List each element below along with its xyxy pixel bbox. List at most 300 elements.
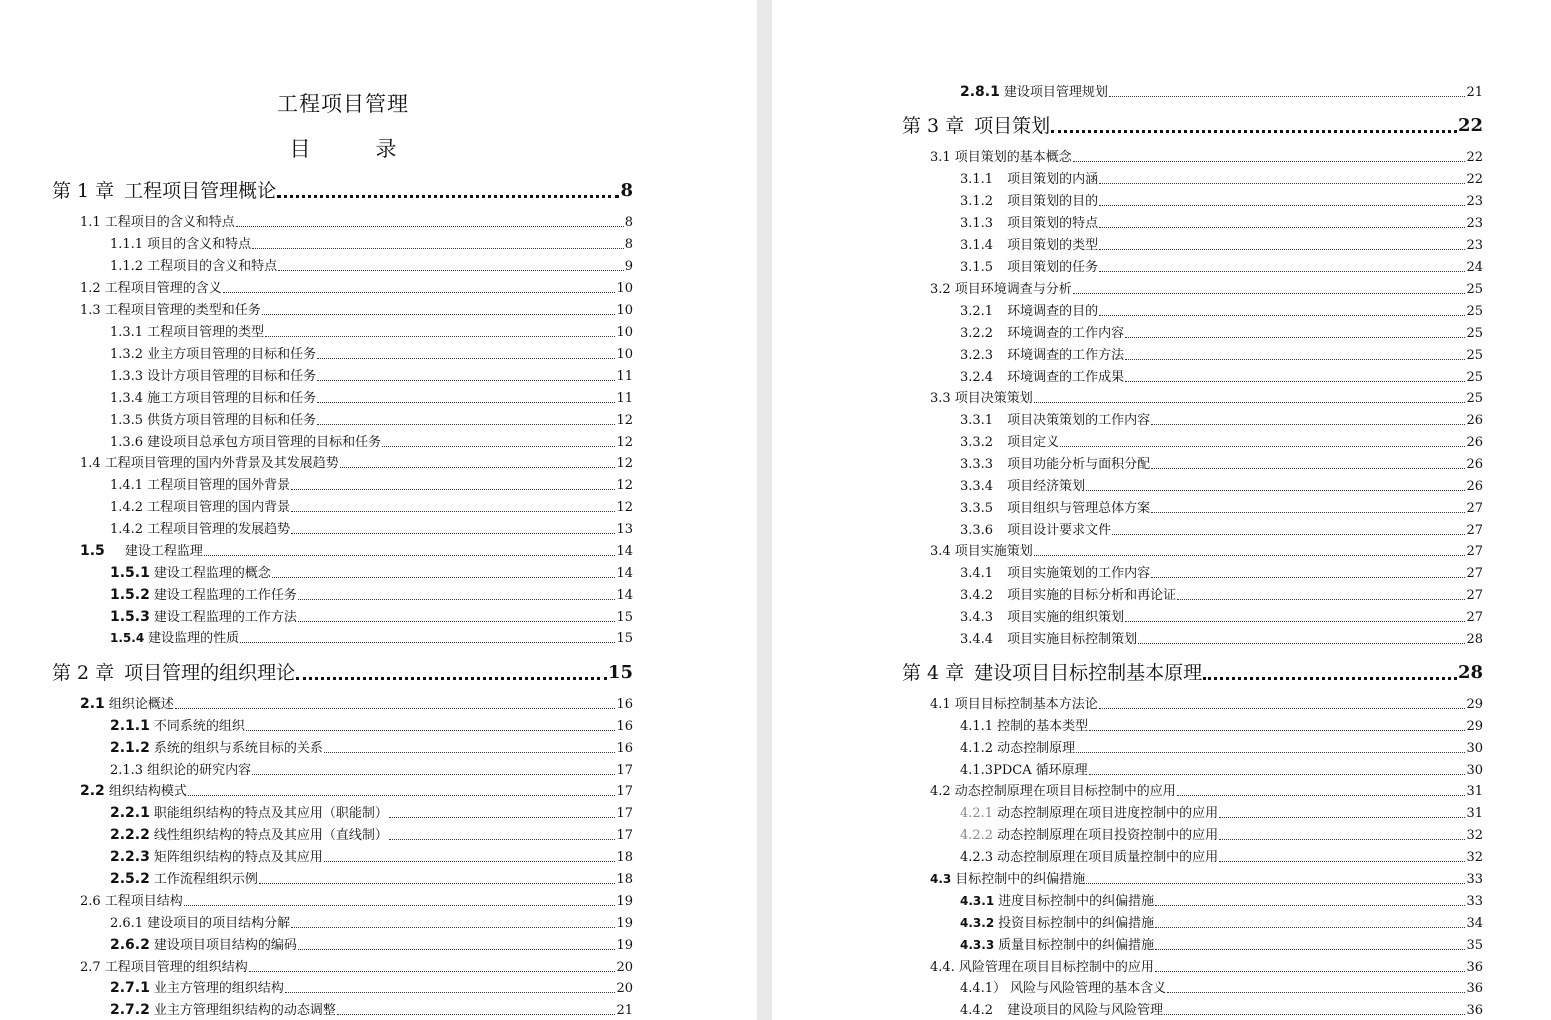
dot-leader: [277, 195, 619, 198]
toc-entry[interactable]: [960, 716, 1483, 737]
toc-entry-number: 3.2.2: [960, 326, 994, 341]
dot-leader: [1151, 512, 1465, 513]
dot-leader: [1203, 677, 1457, 680]
toc-entry-number: 1.1.1: [110, 237, 144, 252]
toc-entry-title: 项目组织与管理总体方案: [1007, 501, 1151, 516]
toc-entry-title: 工程项目管理的类型和任务: [104, 303, 261, 318]
toc-entry-title: 动态控制原理: [997, 741, 1076, 756]
toc-page-number: 25: [1466, 282, 1483, 297]
toc-entry-number: 2.2.3: [110, 849, 150, 865]
toc-entry-number: 1.4: [80, 456, 101, 471]
toc-entry-title: 环境调查的工作内容: [1007, 326, 1125, 341]
toc-entry[interactable]: [110, 366, 633, 387]
dot-leader: [340, 467, 616, 468]
toc-entry-title: 项目决策策划的工作内容: [1007, 413, 1151, 428]
toc-entry-number: 2.5.2: [110, 871, 150, 887]
toc-entry[interactable]: [960, 235, 1483, 256]
toc-entry-number: 2.6: [80, 894, 101, 909]
toc-entry[interactable]: [960, 498, 1483, 519]
toc-entry-number: 3.1.2: [960, 194, 994, 209]
toc-page-number: 15: [616, 631, 633, 646]
toc-entry-number: 1.3.4: [110, 391, 144, 406]
dot-leader: [1155, 971, 1466, 972]
toc-entry-title: 项目策划: [974, 115, 1051, 137]
toc-entry-title: 进度目标控制中的纠偏措施: [998, 894, 1155, 909]
dot-leader: [1219, 839, 1465, 840]
toc-entry-title: 业主方项目管理的目标和任务: [147, 347, 317, 362]
toc-page-number: 10: [616, 281, 633, 296]
toc-entry-title: 项目功能分析与面积分配: [1007, 457, 1151, 472]
toc-entry[interactable]: [110, 716, 633, 737]
toc-entry-title: 供货方项目管理的目标和任务: [147, 413, 317, 428]
dot-leader: [298, 949, 616, 950]
toc-entry[interactable]: [930, 869, 1483, 890]
toc-entry[interactable]: [110, 344, 633, 365]
toc-entry[interactable]: [960, 891, 1483, 912]
toc-entry-title: 动态控制原理在项目目标控制中的应用: [954, 784, 1176, 799]
toc-entry-title: 工程项目管理的含义: [104, 281, 222, 296]
dot-leader: [1177, 599, 1465, 600]
toc-entry-number: 1.5: [80, 543, 105, 559]
toc-entry[interactable]: [110, 1000, 633, 1020]
toc-page-number: 16: [616, 741, 633, 756]
dot-leader: [246, 730, 616, 731]
toc-entry-number: 2.1.3: [110, 763, 144, 778]
toc-entry[interactable]: [960, 629, 1483, 650]
toc-entry[interactable]: [80, 891, 633, 912]
toc-entry[interactable]: [960, 301, 1483, 322]
toc-entry-number: 1.5.1: [110, 565, 150, 581]
toc-entry-title: 系统的组织与系统目标的关系: [153, 741, 323, 756]
toc-entry-title: 组织论的研究内容: [147, 763, 252, 778]
dot-leader: [1155, 905, 1465, 906]
toc-entry-title: 项目经济策划: [1007, 479, 1086, 494]
toc-entry-number: 2.7.2: [110, 1002, 150, 1018]
toc-page-number: 28: [1466, 632, 1483, 647]
toc-page-number: 25: [1466, 304, 1483, 319]
dot-leader: [1099, 315, 1465, 316]
toc-page-number: 19: [616, 894, 633, 909]
toc-entry-number: 4.2: [930, 784, 951, 799]
dot-leader: [1125, 381, 1465, 382]
dot-leader: [1164, 1014, 1465, 1015]
dot-leader: [1051, 130, 1457, 133]
toc-entry-number: 2.6.2: [110, 937, 150, 953]
toc-entry[interactable]: [960, 454, 1483, 475]
toc-entry[interactable]: [930, 694, 1483, 715]
toc-entry[interactable]: [960, 935, 1483, 956]
dot-leader: [265, 336, 615, 337]
dot-leader: [298, 599, 616, 600]
toc-entry-title: 项目策划的基本概念: [954, 150, 1072, 165]
toc-page-number: 25: [1466, 391, 1483, 406]
toc-page-number: 13: [616, 522, 633, 537]
document-title: 工程项目管理: [277, 92, 409, 116]
toc-page-number: 10: [616, 303, 633, 318]
toc-page-number: 16: [616, 697, 633, 712]
toc-entry-number: 4.3.2: [960, 916, 995, 930]
toc-page-number: 17: [616, 828, 633, 843]
toc-entry-number: 3.4.3: [960, 610, 994, 625]
toc-entry-number: 3.1.5: [960, 260, 994, 275]
dot-leader: [1177, 795, 1466, 796]
dot-leader: [1125, 359, 1465, 360]
dot-leader: [317, 380, 615, 381]
dot-leader: [1099, 271, 1465, 272]
toc-page-number: 15: [616, 610, 633, 625]
toc-entry[interactable]: [960, 978, 1483, 999]
toc-entry[interactable]: [110, 978, 633, 999]
toc-page-number: 20: [616, 981, 633, 996]
dot-leader: [1219, 817, 1465, 818]
toc-entry-number: 4.1: [930, 697, 951, 712]
toc-entry-number: 4.3: [930, 872, 952, 886]
toc-page-number: 27: [1466, 501, 1483, 516]
toc-entry[interactable]: [110, 847, 633, 868]
toc-entry-number: 4.3.3: [960, 938, 995, 952]
toc-entry-number: 3.3.6: [960, 523, 994, 538]
dot-leader: [1089, 730, 1465, 731]
toc-entry[interactable]: [80, 300, 633, 321]
toc-entry[interactable]: [960, 803, 1483, 824]
toc-entry[interactable]: [930, 957, 1483, 978]
toc-chapter-entry[interactable]: [52, 658, 633, 688]
dot-leader: [1125, 337, 1465, 338]
toc-entry[interactable]: [960, 585, 1483, 606]
toc-chapter-entry[interactable]: [902, 111, 1483, 141]
dot-leader: [1034, 555, 1466, 556]
toc-page-number: 26: [1466, 413, 1483, 428]
toc-entry-title: 项目实施策划: [954, 544, 1033, 559]
toc-entry[interactable]: [110, 234, 633, 255]
toc-entry-number: 3.1: [930, 150, 951, 165]
toc-entry[interactable]: [110, 628, 633, 649]
dot-leader: [1034, 402, 1466, 403]
toc-page-number: 32: [1466, 828, 1483, 843]
toc-entry-title: 施工方项目管理的目标和任务: [147, 391, 317, 406]
toc-page-number: 32: [1466, 850, 1483, 865]
dot-leader: [188, 795, 616, 796]
toc-entry-title: 项目策划的特点: [1007, 216, 1099, 231]
toc-page-number: 31: [1466, 806, 1483, 821]
toc-entry-title: 风险管理在项目目标控制中的应用: [958, 960, 1154, 975]
toc-page-number: 26: [1466, 435, 1483, 450]
toc-page-number: 29: [1466, 697, 1483, 712]
toc-entry[interactable]: [960, 191, 1483, 212]
toc-entry[interactable]: [930, 781, 1483, 802]
toc-entry-number: 4.4.2: [960, 1003, 994, 1018]
toc-entry-number: 3.3.1: [960, 413, 994, 428]
toc-entry-title: 环境调查的目的: [1007, 304, 1099, 319]
toc-entry[interactable]: [110, 803, 633, 824]
toc-entry-number: 1.3.2: [110, 347, 144, 362]
toc-entry-title: 工程项目的含义和特点: [104, 215, 235, 230]
toc-entry-title: 工程项目管理的国内背景: [147, 500, 291, 515]
toc-entry[interactable]: [110, 869, 633, 890]
toc-entry-title: 组织结构模式: [108, 784, 187, 799]
toc-entry-number: 3.2.4: [960, 370, 994, 385]
dot-leader: [252, 774, 615, 775]
toc-entry-title: 项目环境调查与分析: [954, 282, 1072, 297]
toc-entry[interactable]: [110, 519, 633, 540]
toc-page-number: 12: [616, 413, 633, 428]
toc-entry-title: 项目策划的类型: [1007, 238, 1099, 253]
toc-entry-number: 4.4.1）: [960, 981, 1007, 996]
dot-leader: [272, 577, 616, 578]
toc-entry-title: 建设项目的风险与风险管理: [1007, 1003, 1164, 1018]
toc-entry[interactable]: [110, 825, 633, 846]
toc-page-number: 30: [1466, 763, 1483, 778]
toc-entry-number: 3.4.1: [960, 566, 994, 581]
toc-entry[interactable]: [930, 279, 1483, 300]
toc-page-number: 36: [1466, 960, 1483, 975]
toc-page-number: 33: [1466, 872, 1483, 887]
toc-entry-number: 2.1: [80, 696, 105, 712]
toc-page-number: 14: [616, 544, 633, 559]
toc-entry-number: 1.2: [80, 281, 101, 296]
toc-entry-title: 线性组织结构的特点及其应用（直线制）: [153, 828, 388, 843]
dot-leader: [291, 533, 615, 534]
toc-entry-title: 建设工程监理的概念: [153, 566, 271, 581]
toc-entry-title: 项目实施的目标分析和再论证: [1007, 588, 1177, 603]
toc-entry-number: 3.3.5: [960, 501, 994, 516]
toc-entry[interactable]: [110, 388, 633, 409]
toc-entry[interactable]: [960, 738, 1483, 759]
dot-leader: [1099, 183, 1465, 184]
toc-entry[interactable]: [80, 694, 633, 715]
toc-entry-title: 建设工程监理的工作方法: [153, 610, 297, 625]
dot-leader: [1076, 752, 1465, 753]
dot-leader: [1086, 490, 1465, 491]
toc-entry-title: 建设项目目标控制基本原理: [974, 662, 1203, 684]
toc-page-number: 21: [616, 1003, 633, 1018]
toc-entry-number: 3.1.4: [960, 238, 994, 253]
toc-entry-number: 1.5.3: [110, 609, 150, 625]
toc-entry[interactable]: [960, 1000, 1483, 1020]
toc-entry-number: 4.2.2: [960, 828, 994, 843]
toc-entry-number: 3.1.3: [960, 216, 994, 231]
toc-entry[interactable]: [960, 563, 1483, 584]
toc-page-number: 33: [1466, 894, 1483, 909]
toc-page-number: 19: [616, 916, 633, 931]
toc-entry-title: 循环原理: [1035, 763, 1088, 778]
toc-chapter-entry[interactable]: [52, 176, 633, 206]
toc-entry[interactable]: [110, 563, 633, 584]
toc-page-number: 18: [616, 872, 633, 887]
toc-page-number: 27: [1466, 588, 1483, 603]
toc-entry[interactable]: [960, 367, 1483, 388]
dot-leader: [291, 511, 615, 512]
toc-entry-title: 工程项目管理概论: [124, 180, 277, 202]
toc-entry-title: 不同系统的组织: [153, 719, 245, 734]
toc-page-number: 27: [1466, 610, 1483, 625]
toc-entry[interactable]: [960, 432, 1483, 453]
dot-leader: [223, 292, 616, 293]
toc-entry-number: 3.2.1: [960, 304, 994, 319]
toc-entry[interactable]: [960, 825, 1483, 846]
toc-entry-number: 3.4: [930, 544, 951, 559]
dot-leader: [175, 708, 616, 709]
toc-page-number: 17: [616, 806, 633, 821]
toc-page-number: 14: [616, 588, 633, 603]
toc-entry-title: 项目的含义和特点: [147, 237, 252, 252]
toc-entry-number: 第 1 章: [52, 180, 115, 202]
toc-page-number: 22: [1466, 150, 1483, 165]
toc-page-number: 27: [1466, 544, 1483, 559]
toc-entry-title: 项目实施的组织策划: [1007, 610, 1125, 625]
toc-page-number: 25: [1466, 348, 1483, 363]
toc-entry[interactable]: [960, 607, 1483, 628]
toc-entry[interactable]: [960, 323, 1483, 344]
toc-entry[interactable]: [110, 760, 633, 781]
toc-entry[interactable]: [110, 585, 633, 606]
toc-entry-title: 建设项目项目结构的编码: [153, 938, 297, 953]
toc-entry-title: 控制的基本类型: [997, 719, 1089, 734]
toc-chapter-entry[interactable]: [902, 658, 1483, 688]
toc-entry-title: 业主方管理组织结构的动态调整: [153, 1003, 336, 1018]
toc-entry-number: 3.3: [930, 391, 951, 406]
toc-entry-number: 2.6.1: [110, 916, 144, 931]
toc-entry[interactable]: [960, 760, 1483, 781]
toc-entry-title: 项目管理的组织理论: [124, 662, 296, 684]
toc-entry-number: 3.2: [930, 282, 951, 297]
toc-page-number: 12: [616, 456, 633, 471]
toc-entry-title: 建设工程监理: [124, 544, 203, 559]
dot-leader: [389, 839, 616, 840]
toc-page-right: [772, 0, 1551, 1020]
toc-entry[interactable]: [960, 847, 1483, 868]
toc-entry-number: 1.3.1: [110, 325, 144, 340]
toc-entry[interactable]: [80, 957, 633, 978]
toc-entry-title: 动态控制原理在项目投资控制中的应用: [997, 828, 1219, 843]
toc-page-number: 22: [1466, 172, 1483, 187]
toc-entry[interactable]: [80, 278, 633, 299]
toc-entry[interactable]: [110, 256, 633, 277]
toc-entry-number: 2.7.1: [110, 980, 150, 996]
toc-page-number: 8: [620, 180, 633, 201]
toc-entry-title: 质量目标控制中的纠偏措施: [998, 938, 1155, 953]
toc-entry-number: 1.4.1: [110, 478, 144, 493]
dot-leader: [291, 927, 615, 928]
toc-entry[interactable]: [110, 738, 633, 759]
toc-entry[interactable]: [110, 935, 633, 956]
toc-entry-number: 1.1.2: [110, 259, 144, 274]
toc-entry-title: 工程项目结构: [104, 894, 183, 909]
toc-entry-number: 3.4.2: [960, 588, 994, 603]
toc-page-number: 36: [1466, 1003, 1483, 1018]
toc-entry-title: 工程项目管理的类型: [147, 325, 265, 340]
toc-entry-number: 3.3.2: [960, 435, 994, 450]
dot-leader: [382, 446, 615, 447]
toc-entry[interactable]: [110, 607, 633, 628]
dot-leader: [1138, 643, 1465, 644]
toc-entry-title: 建设工程监理的工作任务: [153, 588, 297, 603]
toc-entry-title: 目标控制中的纠偏措施: [955, 872, 1086, 887]
toc-entry-number: 1.4.2: [110, 500, 144, 515]
toc-page-number: 23: [1466, 194, 1483, 209]
toc-entry[interactable]: [930, 541, 1483, 562]
toc-page-number: 28: [1457, 662, 1483, 683]
toc-entry-number: 3.3.4: [960, 479, 994, 494]
dot-leader: [1073, 293, 1466, 294]
toc-page-number: 11: [616, 369, 633, 384]
toc-entry[interactable]: [930, 147, 1483, 168]
toc-entry-number: 4.2.3: [960, 850, 994, 865]
toc-entry[interactable]: [960, 520, 1483, 541]
toc-entry-number: 4.1.1: [960, 719, 994, 734]
dot-leader: [1060, 446, 1465, 447]
toc-page-number: 26: [1466, 457, 1483, 472]
toc-entry[interactable]: [960, 913, 1483, 934]
toc-entry[interactable]: [960, 169, 1483, 190]
toc-entry-title: 建设项目管理规划: [1003, 85, 1108, 100]
toc-entry[interactable]: [80, 541, 633, 562]
toc-entry[interactable]: [110, 432, 633, 453]
dot-leader: [324, 861, 616, 862]
toc-entry[interactable]: [80, 453, 633, 474]
dot-leader: [1109, 96, 1466, 97]
toc-entry-number: 4.3.1: [960, 894, 995, 908]
toc-entry[interactable]: [960, 82, 1483, 103]
toc-page-number: 26: [1466, 479, 1483, 494]
toc-page-number: 29: [1466, 719, 1483, 734]
toc-page-number: 36: [1466, 981, 1483, 996]
toc-page-number: 25: [1466, 326, 1483, 341]
toc-entry[interactable]: [960, 345, 1483, 366]
toc-entry[interactable]: [930, 388, 1483, 409]
toc-entry-number: 2.2: [80, 783, 105, 799]
toc-entry-number: 第 4 章: [902, 662, 965, 684]
toc-entry-number: 1.3.5: [110, 413, 144, 428]
toc-page-number: 20: [616, 960, 633, 975]
toc-page-number: 27: [1466, 566, 1483, 581]
toc-entry[interactable]: [110, 497, 633, 518]
toc-entry-title: 环境调查的工作方法: [1007, 348, 1125, 363]
dot-leader: [1155, 927, 1465, 928]
dot-leader: [1099, 249, 1465, 250]
toc-entry[interactable]: [80, 212, 633, 233]
toc-entry-title: 项目策划的任务: [1007, 260, 1099, 275]
dot-leader: [298, 621, 616, 622]
dot-leader: [252, 248, 624, 249]
toc-entry[interactable]: [960, 476, 1483, 497]
toc-entry-number: 1.5.4: [110, 631, 145, 645]
toc-entry[interactable]: [960, 410, 1483, 431]
toc-page-number: 12: [616, 478, 633, 493]
toc-entry[interactable]: [960, 213, 1483, 234]
toc-entry-title: 职能组织结构的特点及其应用（职能制）: [153, 806, 388, 821]
toc-page-number: 34: [1466, 916, 1483, 931]
toc-entry[interactable]: [110, 322, 633, 343]
toc-page-number: 14: [616, 566, 633, 581]
toc-entry[interactable]: [80, 781, 633, 802]
dot-leader: [1151, 468, 1465, 469]
toc-page-left: [0, 0, 757, 1020]
toc-entry[interactable]: [110, 913, 633, 934]
dot-leader: [317, 358, 615, 359]
toc-entry-title: 建设监理的性质: [148, 631, 240, 646]
toc-entry-number: 4.1.2: [960, 741, 994, 756]
toc-entry-number: 3.3.3: [960, 457, 994, 472]
toc-entry[interactable]: [110, 410, 633, 431]
toc-entry-title: 工程项目管理的国内外背景及其发展趋势: [104, 456, 339, 471]
toc-entry-number: 3.1.1: [960, 172, 994, 187]
dot-leader: [278, 270, 624, 271]
toc-entry-number: 4.4.: [930, 960, 955, 975]
toc-entry-title: 环境调查的工作成果: [1007, 370, 1125, 385]
toc-entry[interactable]: [110, 475, 633, 496]
toc-entry[interactable]: [960, 257, 1483, 278]
